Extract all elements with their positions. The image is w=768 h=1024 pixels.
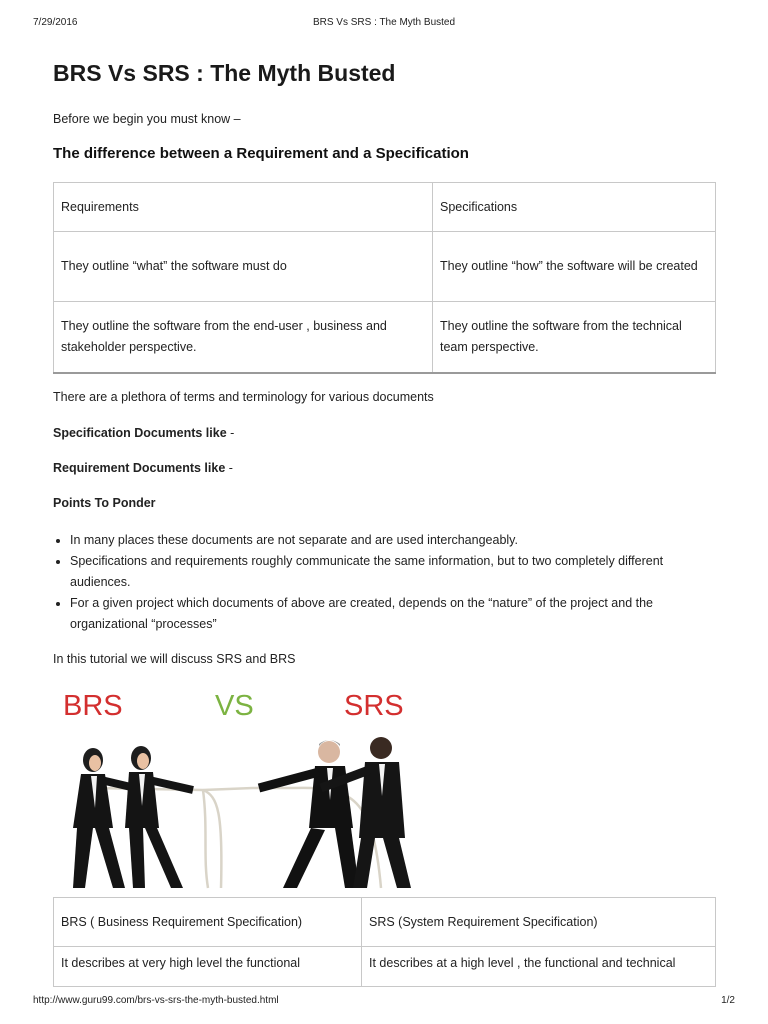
req-docs-line bbox=[53, 458, 233, 479]
points-heading: Points To Ponder bbox=[53, 496, 156, 510]
spec-docs-dash: - bbox=[226, 426, 235, 440]
table-cell: It describes at a high level , the functional and technical bbox=[362, 947, 716, 987]
plethora-text: There are a plethora of terms and terminology for various documents bbox=[53, 390, 434, 404]
table-cell: They outline “what” the software must do bbox=[54, 232, 433, 302]
print-footer-url: http://www.guru99.com/brs-vs-srs-the-myth-busted.html bbox=[33, 995, 279, 1006]
table-header-cell: BRS ( Business Requirement Specification) bbox=[54, 898, 362, 947]
req-docs-label: Requirement Documents like bbox=[53, 461, 226, 475]
page-title: BRS Vs SRS : The Myth Busted bbox=[53, 60, 396, 86]
req-docs-dash: - bbox=[225, 461, 233, 475]
table-row bbox=[54, 947, 716, 987]
points-list bbox=[53, 530, 720, 635]
table-header-cell: Requirements bbox=[54, 183, 433, 232]
list-item: • Specifications and requirements roughly communicate the same information, but to two completely different audiences. bbox=[70, 551, 720, 593]
table-row bbox=[54, 183, 716, 232]
table-cell: They outline “how” the software will be created bbox=[433, 232, 716, 302]
vs-figure-label: VS bbox=[215, 690, 254, 722]
table-header-cell: Specifications bbox=[433, 183, 716, 232]
section-heading: The difference between a Requirement and a Specification bbox=[53, 145, 469, 162]
intro-text: Before we begin you must know – bbox=[53, 112, 241, 126]
list-item: • For a given project which documents of above are created, depends on the “nature” of the project and the organizational “processes” bbox=[70, 593, 720, 635]
print-date: 7/29/2016 bbox=[33, 17, 78, 28]
brs-figure-label: BRS bbox=[63, 690, 123, 722]
srs-figure-label: SRS bbox=[344, 690, 404, 722]
table-cell: They outline the software from the end-user , business and stakeholder perspective. bbox=[54, 302, 433, 373]
brs-vs-srs-illustration bbox=[53, 688, 453, 893]
print-header-title: BRS Vs SRS : The Myth Busted bbox=[312, 17, 456, 28]
spec-docs-line bbox=[53, 423, 234, 444]
table-row bbox=[54, 302, 716, 373]
table-row bbox=[54, 232, 716, 302]
table-cell: They outline the software from the technical team perspective. bbox=[433, 302, 716, 373]
table-row bbox=[54, 898, 716, 947]
list-item: • In many places these documents are not separate and are used interchangeably. bbox=[70, 530, 720, 551]
table-cell: It describes at very high level the functional bbox=[54, 947, 362, 987]
page-number: 1/2 bbox=[721, 995, 735, 1006]
requirements-vs-specifications-table bbox=[53, 182, 716, 374]
brs-vs-srs-table bbox=[53, 897, 716, 987]
spec-docs-label: Specification Documents like bbox=[53, 426, 227, 440]
tutorial-text: In this tutorial we will discuss SRS and BRS bbox=[53, 652, 296, 666]
table-header-cell: SRS (System Requirement Specification) bbox=[362, 898, 716, 947]
